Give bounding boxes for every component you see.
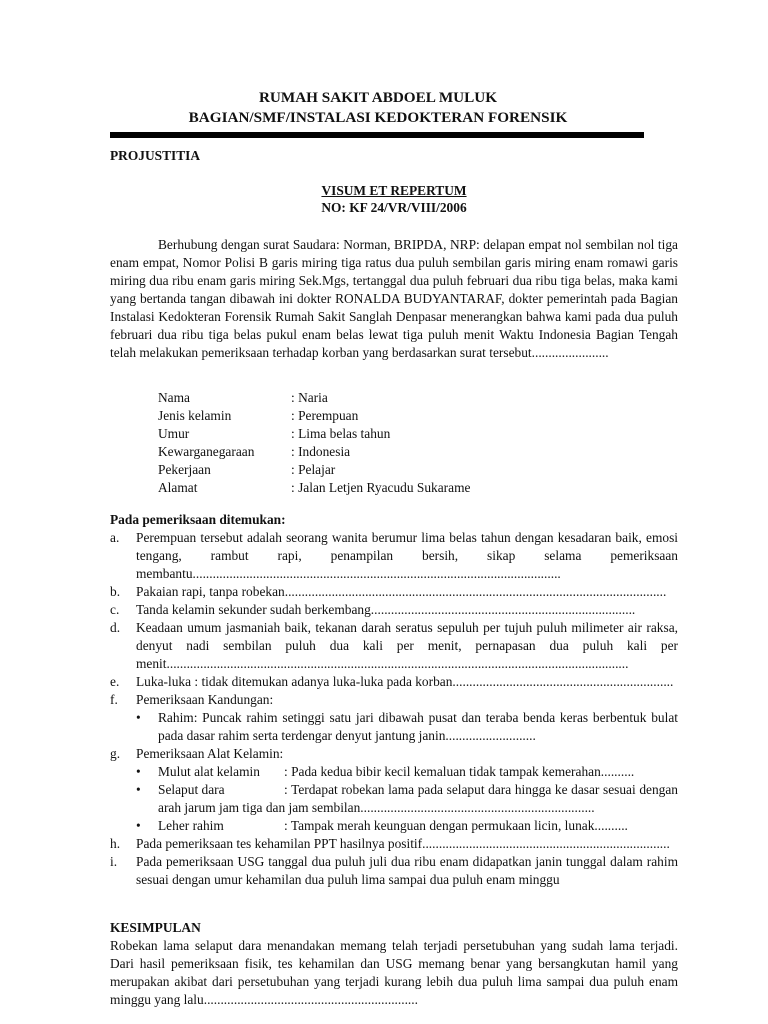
sub-item-text [158,817,678,835]
finding-text: Pemeriksaan Alat Kelamin: [136,746,284,761]
conclusion-heading: KESIMPULAN [110,920,201,935]
finding-letter: g. [110,746,121,761]
finding-item [110,835,678,853]
finding-letter: e. [110,674,120,689]
sub-item-key: Leher rahim [158,818,224,833]
identity-row [158,461,470,479]
finding-letter: i. [110,854,118,869]
bullet-icon: • [136,710,141,725]
identity-table [158,389,470,497]
finding-item [110,601,678,619]
finding-text: Perempuan tersebut adalah seorang wanita berumur lima belas tahun dengan kesadaran baik, emosi tengang, rambut rapi, penampilan bersih, sikap selama pemeriksaan membantu.............................................................................................................. [136,530,678,581]
identity-value: : Jalan Letjen Ryacudu Sukarame [291,480,471,495]
finding-letter: f. [110,692,118,707]
finding-text: Pada pemeriksaan tes kehamilan PPT hasilnya positif.......................................................................... [136,836,670,851]
finding-item [110,745,678,835]
findings-heading: Pada pemeriksaan ditemukan: [110,512,286,527]
sub-item-key: Selaput dara [158,782,225,797]
bullet-icon: • [136,764,141,779]
document-title: VISUM ET REPERTUM [321,183,467,198]
finding-letter: h. [110,836,121,851]
kelamin-sublist [136,763,678,835]
identity-row [158,479,470,497]
sub-item-text [158,781,678,817]
finding-item [110,619,678,673]
finding-text: Pemeriksaan Kandungan: [136,692,274,707]
findings-list [110,529,678,889]
identity-value: : Indonesia [291,444,351,459]
identity-label: Jenis kelamin [158,408,232,423]
finding-text: Pada pemeriksaan USG tanggal dua puluh juli dua ribu enam didapatkan janin tunggal dalam rahim sesuai dengan umur kehamilan dua puluh lima sampai dua puluh enam minggu [136,854,678,887]
finding-text: Luka-luka : tidak ditemukan adanya luka-luka pada korban.................................................................. [136,674,674,689]
bullet-icon: • [136,782,141,797]
finding-item [110,673,678,691]
sub-item-text [158,763,678,781]
finding-item [110,853,678,889]
bullet-icon: • [136,818,141,833]
finding-text: Tanda kelamin sekunder sudah berkembang............................................................................... [136,602,636,617]
identity-row [158,443,470,461]
identity-row [158,389,470,407]
kandungan-sublist [136,709,678,745]
sub-item [136,781,678,817]
hospital-name: RUMAH SAKIT ABDOEL MULUK [258,89,498,106]
identity-label: Nama [158,390,190,405]
finding-item [110,529,678,583]
identity-value: : Perempuan [291,408,359,423]
finding-letter: a. [110,530,120,545]
intro-paragraph: Berhubung dengan surat Saudara: Norman, BRIPDA, NRP: delapan empat nol sembilan nol tiga enam empat, Nomor Polisi B garis miring tiga ratus dua puluh sembilan garis miring enam romawi garis miring dua ribu enam garis miring Sek.Mgs, tertanggal dua puluh februari dua ribu tiga belas, maka kami yang bertanda tangan dibawah ini dokter RONALDA BUDYANTARAF, dokter pemerintah pada Bagian Instalasi Kedokteran Forensik Rumah Sakit Sanglah Denpasar menerangkan bahwa kami pada dua puluh februari dua ribu tiga belas pukul enam belas lewat tiga puluh menit Waktu Indonesia Bagian Tengah telah melakukan pemeriksaan terhadap korban yang berdasarkan surat tersebut....................... [110,237,678,360]
finding-letter: c. [110,602,120,617]
sub-item-value: : Pada kedua bibir kecil kemaluan tidak tampak kemerahan.......... [284,764,635,779]
finding-letter: b. [110,584,121,599]
finding-letter: d. [110,620,121,635]
sub-item-value: : Tampak merah keunguan dengan permukaan licin, lunak.......... [284,818,628,833]
finding-item [110,691,678,745]
identity-row [158,407,470,425]
finding-item [110,583,678,601]
sub-item [136,709,678,745]
projustitia-label: PROJUSTITIA [110,148,201,163]
sub-item-value: : Terdapat robekan lama pada selaput dara hingga ke dasar sesuai dengan arah jarum jam tiga dan jam sembilan...................................................................... [158,782,678,815]
identity-label: Umur [158,426,190,441]
header-divider [110,132,644,138]
identity-label: Pekerjaan [158,462,211,477]
identity-label: Alamat [158,480,198,495]
identity-row [158,425,470,443]
sub-item [136,817,678,835]
finding-text: Keadaan umum jasmaniah baik, tekanan darah seratus sepuluh per tujuh puluh milimeter air raksa, denyut nadi sembilan puluh dua kali per menit, pernapasan dua puluh kali per menit.......................................................................................................................................... [136,620,678,671]
identity-value: : Naria [291,390,328,405]
identity-value: : Lima belas tahun [291,426,391,441]
department-name: BAGIAN/SMF/INSTALASI KEDOKTERAN FORENSIK [188,109,568,126]
document-number: NO: KF 24/VR/VIII/2006 [321,200,467,215]
conclusion-paragraph: Robekan lama selaput dara menandakan memang telah terjadi persetubuhan yang sudah lama terjadi. Dari hasil pemeriksaan fisik, tes kehamilan dan USG memang benar yang bersangkutan hamil yang merupakan akibat dari persetubuhan yang terjadi kurang lebih dua puluh lima sampai dua puluh enam minggu yang lalu................................................................ [110,938,678,1007]
sub-item [136,763,678,781]
identity-label: Kewarganegaraan [158,444,255,459]
sub-item-text: Rahim: Puncak rahim setinggi satu jari dibawah pusat dan teraba benda keras berbentuk bulat pada dasar rahim serta terdengar denyut jantung janin........................... [158,710,678,743]
finding-text: Pakaian rapi, tanpa robekan.................................................................................................................. [136,584,667,599]
sub-item-key: Mulut alat kelamin [158,764,260,779]
identity-value: : Pelajar [291,462,336,477]
